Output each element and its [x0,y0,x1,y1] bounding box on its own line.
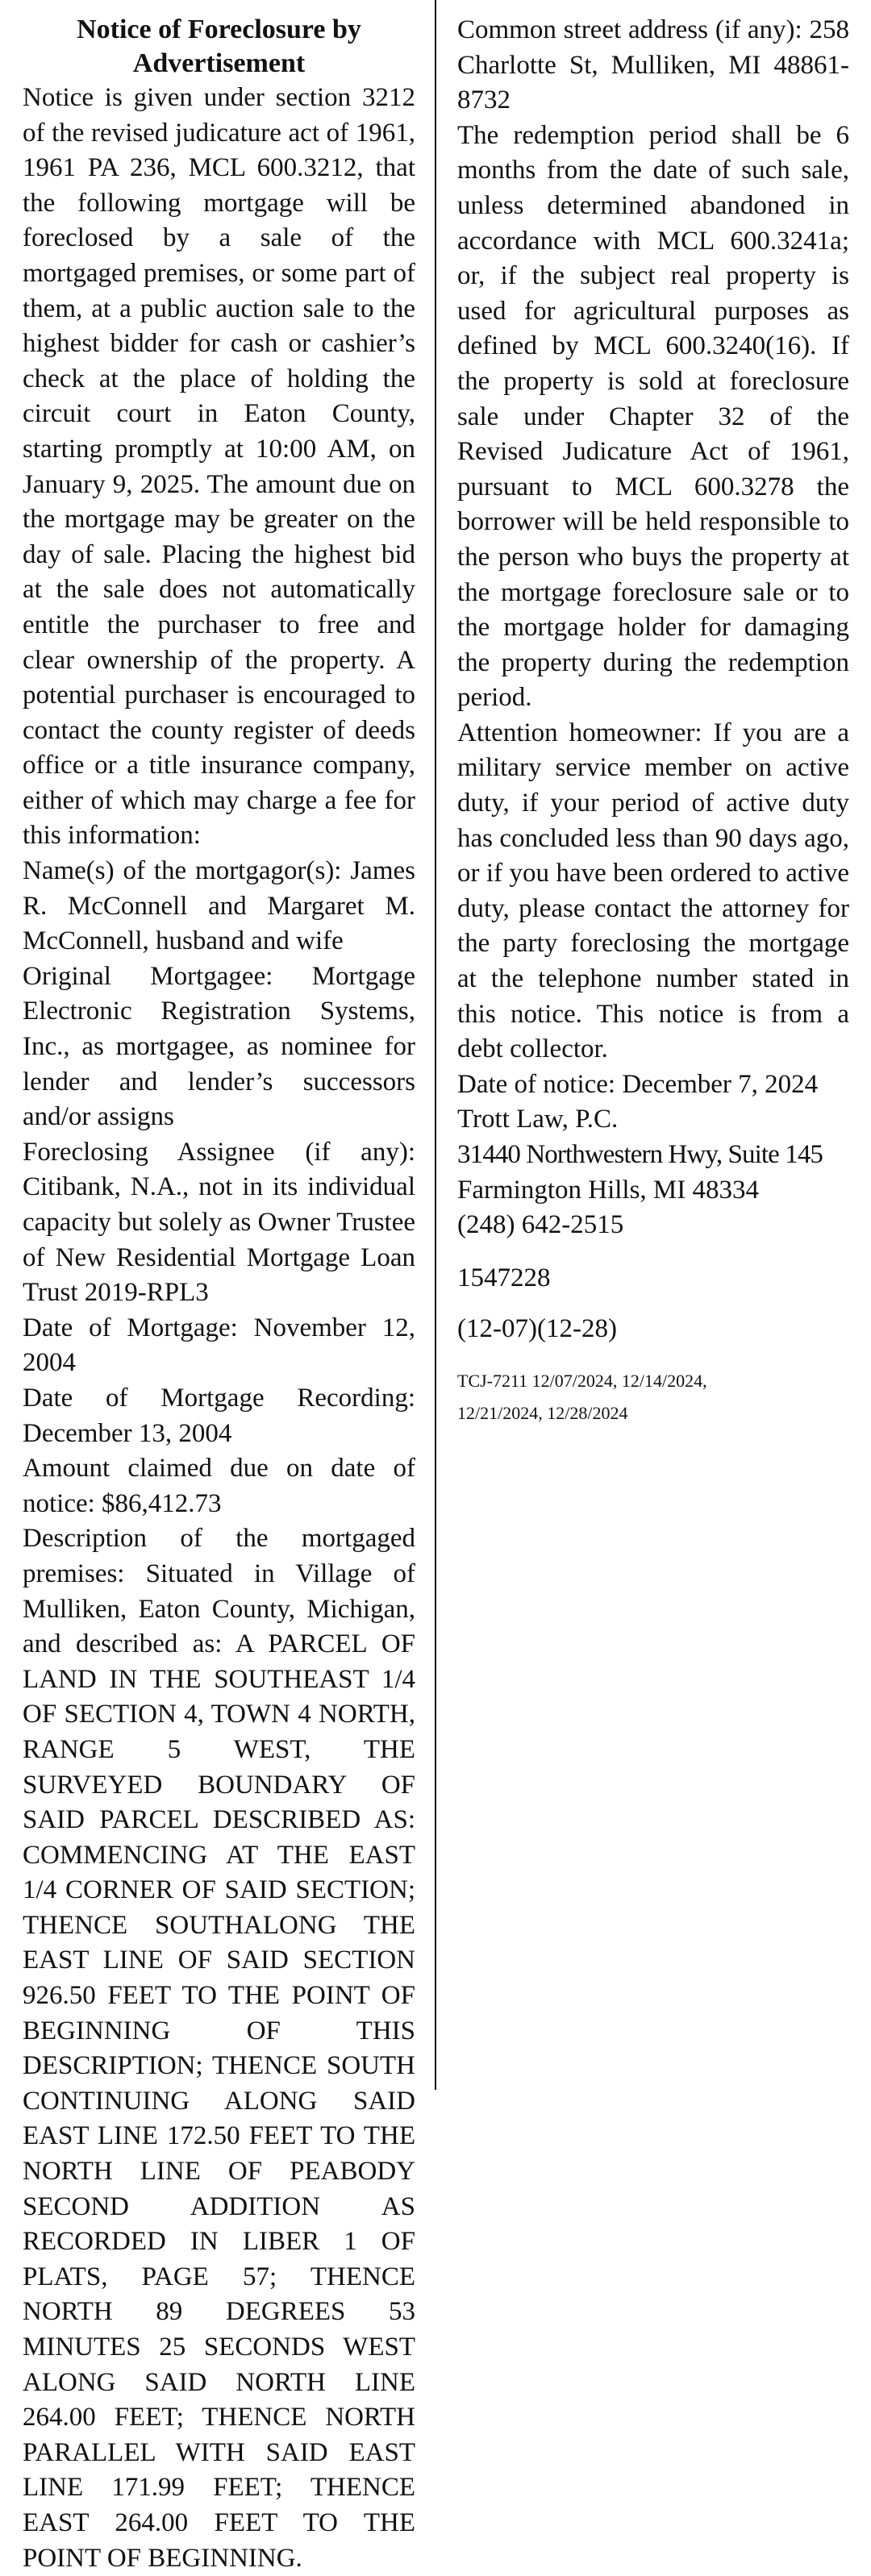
amount-claimed-paragraph: Amount claimed due on date of notice: $86,412.73 [23,1454,415,1518]
mortgagors-paragraph: Name(s) of the mortgagor(s): James R. McConnell and Margaret M. McConnell, husband and wife [23,856,415,956]
contact-block [457,1067,849,1243]
spacer [457,1296,849,1312]
right-column [457,13,849,1429]
ad-number: 1547228 [457,1263,551,1292]
firm-address-line1: 31440 Northwestern Hwy, Suite 145 [457,1140,823,1169]
firm-phone: (248) 642-2515 [457,1210,624,1240]
date-of-recording-paragraph: Date of Mortgage Recording: December 13, 2004 [23,1383,415,1448]
redemption-paragraph: The redemption period shall be 6 months from the date of such sale, unless determined abandoned in accordance with MCL 600.3241a; or, if the subject real property is used for agricultural purposes as defined by MCL 600.3240(16). If the property is sold at foreclosure sale under Chapter 32 of the Revised Judicature Act of 1961, pursuant to MCL 600.3278 the borrower will be held responsible to the person who buys the property at the mortgage foreclosure sale or to the mortgage holder for damaging the property during the redemption period. [457,120,849,713]
column-divider [435,0,436,2090]
foreclosing-assignee-paragraph: Foreclosing Assignee (if any): Citibank, N.A., not in its individual capacity but solely as Owner Trustee of New Residential Mortgage Loan Trust 2019-RPL3 [23,1137,415,1308]
intro-paragraph: Notice is given under section 3212 of the revised judicature act of 1961, 1961 PA 236, MCL 600.3212, that the following mortgage will be foreclosed by a sale of the mortgaged premises, or some part of them, at a public auction sale to the highest bidder for cash or cashier’s check at the place of holding the circuit court in Eaton County, starting promptly at 10:00 AM, on January 9, 2025. The amount due on the mortgage may be greater on the day of sale. Placing the highest bid at the sale does not automatically entitle the purchaser to free and clear ownership of the property. A potential purchaser is encouraged to contact the county register of deeds office or a title insurance company, either of which may charge a fee for this information: [23,83,415,851]
left-column [23,13,415,2576]
date-of-mortgage-paragraph: Date of Mortgage: November 12, 2004 [23,1313,415,1378]
firm-name: Trott Law, P.C. [457,1105,619,1134]
original-mortgagee-paragraph: Original Mortgagee: Mortgage Electronic Registration Systems, Inc., as mortgagee, as nominee for lender and lender’s successors and/or assigns [23,961,415,1132]
publication-line-2: 12/21/2024, 12/28/2024 [457,1402,628,1423]
run-dates-code: (12-07)(12-28) [457,1314,617,1344]
attention-paragraph: Attention homeowner: If you are a military service member on active duty, if your period of active duty has concluded less than 90 days ago, or if you have been ordered to active duty, please contact the attorney for the party foreclosing the mortgage at the telephone number stated in this notice. This notice is from a debt collector. [457,718,849,1064]
spacer [457,1347,849,1365]
publication-line-1: TCJ-7211 12/07/2024, 12/14/2024, [457,1370,707,1391]
property-description-paragraph: Description of the mortgaged premises: Situated in Village of Mulliken, Eaton County, Michigan, and described as: A PARCEL OF LAND IN THE SOUTHEAST 1/4 OF SECTION 4, TOWN 4 NORTH, RANGE 5 WEST, THE SURVEYED BOUNDARY OF SAID PARCEL DESCRIBED AS: COMMENCING AT THE EAST 1/4 CORNER OF SAID SECTION; THENCE SOUTHALONG THE EAST LINE OF SAID SECTION 926.50 FEET TO THE POINT OF BEGINNING OF THIS DESCRIPTION; THENCE SOUTH CONTINUING ALONG SAID EAST LINE 172.50 FEET TO THE NORTH LINE OF PEABODY SECOND ADDITION AS RECORDED IN LIBER 1 OF PLATS, PAGE 57; THENCE NORTH 89 DEGREES 53 MINUTES 25 SECONDS WEST ALONG SAID NORTH LINE 264.00 FEET; THENCE NORTH PARALLEL WITH SAID EAST LINE 171.99 FEET; THENCE EAST 264.00 FEET TO THE POINT OF BEGINNING. [23,1524,415,2573]
date-of-notice: Date of notice: December 7, 2024 [457,1069,819,1099]
notice-title: Notice of Foreclosure by Advertisement [77,15,361,78]
firm-address-line2: Farmington Hills, MI 48334 [457,1175,760,1205]
street-address-paragraph: Common street address (if any): 258 Charlotte St, Mulliken, MI 48861-8732 [457,15,849,115]
spacer [457,1243,849,1261]
